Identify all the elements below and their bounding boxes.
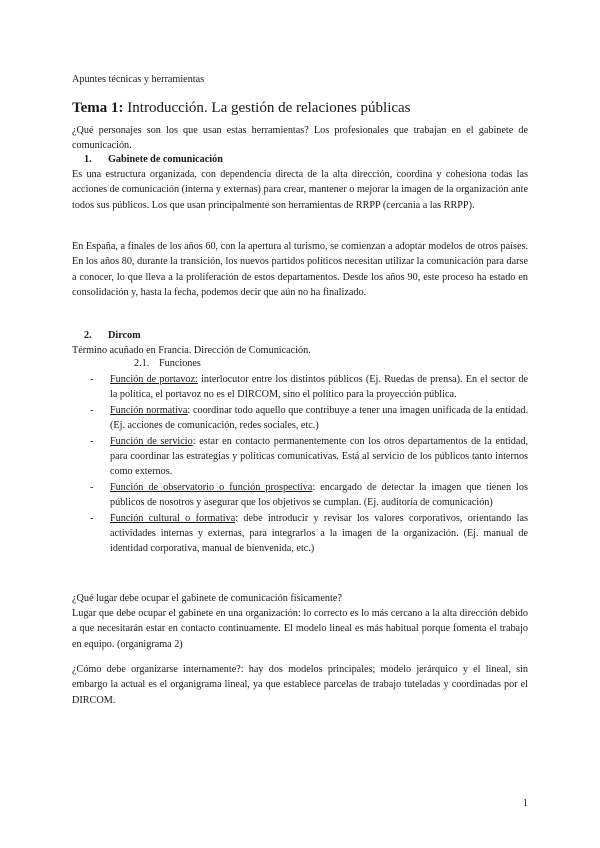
section-number: 2. — [84, 330, 92, 341]
function-description: : estar en contacto permanentemente con los otros departamentos de la entidad, para coordinar las estrategias y políticas comunicativas. Está al servicio de los públicos tanto internos como externos. — [110, 435, 528, 478]
subsection-label: Funciones — [159, 358, 201, 369]
section-label: Gabinete de comunicación — [108, 154, 223, 165]
list-item: - Función cultural o formativa: debe introducir y revisar los valores corporativos, orientando las actividades internas y externas, para integrarlos a la imagen de la organización. (Ej. manual de identidad corporativa, manual de bienvenida, etc.) — [90, 512, 528, 555]
functions-list — [72, 372, 528, 557]
paragraph-location-answer: Lugar que debe ocupar el gabinete en una organización: lo correcto es lo más cercano a la alta dirección debido a que necesitarán estar en contacto continuamente. El modelo lineal es más habitual porque fomenta el trabajo en equipo. (organigrama 2) — [72, 608, 528, 650]
paragraph-gabinete-definition: Es una estructura organizada, con dependencia directa de la alta dirección, coordina y cohesiona todas las acciones de comunicación (interna y externas) para crear, mantener o mejorar la imagen de la organización ante todos sus públicos. Los que usan principalmente son herramientas de RRPP (cercanía a las RRPP). — [72, 169, 528, 211]
title-text: Introducción. La gestión de relaciones públicas — [123, 100, 411, 116]
function-term: Función normativa — [110, 404, 188, 416]
paragraph-spain-history: En España, a finales de los años 60, con la apertura al turismo, se comienzan a adoptar modelos de otros países. En los años 80, durante la transición, los nuevos partidos políticos necesitan utilizar la comunicación para darse a conocer, lo que lleva a la proliferación de estos departamentos. Desde los años 90, este proceso ha estado en consolidación y, hasta la fecha, podemos decir que aún no ha finalizado. — [72, 241, 528, 299]
paragraph-dircom-definition: Término acuñado en Francia. Dirección de Comunicación. — [72, 345, 311, 356]
paragraph-internal-organization: ¿Cómo debe organizarse internamente?: hay dos modelos principales; modelo jerárquico y el lineal, sin embargo la actual es el organigrama lineal, ya que establece parcelas de trabajo tuteladas y coordinadas por el DIRCOM. — [72, 664, 528, 706]
question-physical-location: ¿Qué lugar debe ocupar el gabinete de comunicación físicamente? — [72, 593, 342, 604]
function-term: Función de portavoz: — [110, 374, 198, 385]
list-item: - Función de observatorio o función prospectiva: encargado de detectar la imagen que tienen los públicos de nosotros y asegurar que los objetivos se cumplan. (Ej. auditoría de comunicación) — [90, 481, 528, 509]
function-term: Función de observatorio o función prospectiva — [110, 481, 313, 493]
list-item: - Función de portavoz: interlocutor entre los distintos públicos (Ej. Ruedas de prensa). En el sector de la política, el portavoz no es el DIRCOM, sino el político para la proyección pública. — [90, 374, 528, 401]
section-number: 1. — [84, 154, 92, 165]
function-description: interlocutor entre los distintos públicos (Ej. Ruedas de prensa). En el sector de la política, el portavoz no es el DIRCOM, sino el político para la proyección pública. — [110, 374, 528, 401]
title-prefix: Tema 1: — [72, 100, 124, 116]
document-header: Apuntes técnicas y herramientas — [72, 74, 205, 85]
list-item: - Función de servicio: estar en contacto permanentemente con los otros departamentos de la entidad, para coordinar las estrategias y políticas comunicativas. Está al servicio de los públicos tanto internos como externos. — [90, 435, 528, 478]
list-item: - Función normativa: coordinar todo aquello que contribuye a tener una imagen unificada de la entidad. (Ej. acciones de comunicación, redes sociales, etc.) — [90, 404, 528, 432]
function-description: : coordinar todo aquello que contribuye a tener una imagen unificada de la entidad. (Ej. acciones de comunicación, redes sociales, etc.) — [110, 404, 528, 432]
section-heading-gabinete — [84, 154, 223, 165]
page-number: 1 — [522, 798, 528, 809]
function-term: Función de servicio — [110, 435, 193, 447]
function-term: Función cultural o formativa — [110, 512, 236, 524]
page-title — [72, 100, 411, 117]
function-description: : debe introducir y revisar los valores corporativos, orientando las actividades internas y externas, para integrarlos a la imagen de la organización. (Ej. manual de identidad corporativa, manual de bienvenida, etc.) — [110, 512, 528, 555]
subsection-number: 2.1. — [134, 358, 150, 369]
section-label: Dircom — [108, 330, 141, 341]
subsection-heading-funciones — [134, 358, 201, 369]
document-page — [72, 0, 528, 848]
question-who-uses: ¿Qué personajes son los que usan estas herramientas? Los profesionales que trabajan en el gabinete de comunicación. — [72, 125, 528, 152]
section-heading-dircom — [84, 330, 141, 341]
function-description: : encargado de detectar la imagen que tienen los públicos de nosotros y asegurar que los objetivos se cumplan. (Ej. auditoría de comunicación) — [110, 481, 528, 509]
